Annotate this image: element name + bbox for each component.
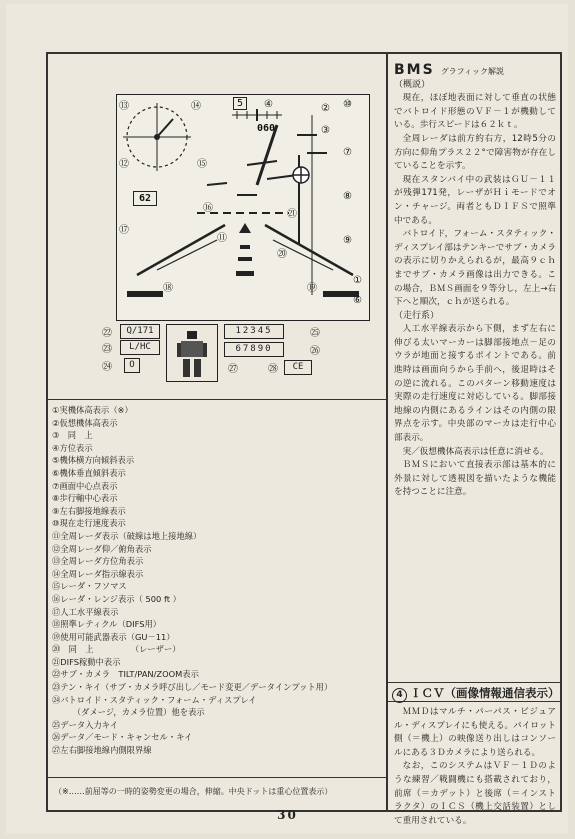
- tenkey-row-2[interactable]: 67890: [224, 342, 284, 357]
- legend-item: ⑨左右脚接地線表示: [52, 505, 126, 516]
- label-num-2: ②: [321, 103, 330, 114]
- legend-item: ⑥機体垂直傾斜表示: [52, 467, 126, 478]
- label-num-15: ⑮: [197, 159, 207, 170]
- weapon-laser-mode: L/HC: [120, 340, 160, 355]
- subcamera-window: [166, 324, 218, 382]
- legend-item: ⑧歩行軸中心表示: [52, 493, 118, 504]
- status-panel: [58, 324, 370, 388]
- paragraph: なお，このシステムはＶＦ－１Ｄのような練習／戦闘機にも搭載されており，前席（＝カデット）と後席（＝インストラクタ）のＩＣＳ（機上交話装置）として重用されている。: [394, 761, 556, 826]
- label-num-21: ㉑: [287, 209, 297, 220]
- label-num-17: ⑰: [119, 225, 129, 236]
- paragraph: バトロイド，フォーム・スタティック・ディスプレイ部はテンキーでサブ・カメラの表示に切りかえられるが，最高９ｃｈまでサブ・カメラ画像は出力できる。この場合，ＢＭＳ画面を９等分し，左上→右下へと順次，ｃｈが送られる。: [394, 229, 556, 308]
- label-num-12: ⑫: [119, 159, 129, 170]
- altitude-readout: 62: [133, 191, 157, 206]
- label-num-26: ㉖: [310, 346, 320, 357]
- legend-item: （ダメージ，カメラ位置）他を表示: [52, 707, 205, 718]
- legend-item: ⑰人工水平線表示: [52, 606, 119, 617]
- paragraph: 全周レーダは前方約右方，12時5分の方向に仰角プラス２２°で障害物が存在していることを示す。: [394, 133, 556, 172]
- legend-item: ⑩現在走行速度表示: [52, 518, 126, 529]
- legend-item: ㉓テン・キイ（サブ・カメラ呼び出し／モード変更／データインプット用）: [52, 682, 333, 693]
- label-num-16: ⑯: [203, 203, 213, 214]
- legend-item: ②仮想機体高表示: [52, 417, 118, 428]
- legend-item: ⑤機体横方向傾斜表示: [52, 455, 135, 466]
- page-number: 30: [277, 808, 298, 822]
- heading-tape: [232, 109, 282, 121]
- bms-section: [394, 64, 556, 500]
- legend-item: ㉖データ／モード・キャンセル・キイ: [52, 732, 193, 743]
- legend-item: ⑱照準レティクル（DIFS用）: [52, 619, 162, 630]
- legend-item: ㉒サブ・カメラ TILT/PAN/ZOOM表示: [52, 669, 199, 680]
- legend-item: ⑮レーダ・フソマス: [52, 581, 127, 592]
- label-num-20: ⑳: [277, 249, 287, 260]
- hud-figure: [48, 54, 386, 400]
- label-num-27: ㉗: [228, 364, 238, 375]
- icv-heading: [388, 682, 560, 702]
- legend-item: ㉔バトロイド・スタティック・フォーム・ディスプレイ: [52, 694, 257, 705]
- legend-item: ⑳ 同 上 （レーザー）: [52, 644, 181, 655]
- icv-title: ＩＣＶ（画像情報通信表示）: [410, 686, 560, 700]
- paragraph: ＭＭＤはマルチ・パーパス・ビジュアル・ディスプレイにも使える。パイロット側（＝機上）の映像送り出しはコンソールにある３Ｄカメラにより送られる。: [394, 707, 556, 758]
- label-num-25: ㉕: [310, 328, 320, 339]
- label-num-13: ⑬: [119, 101, 129, 112]
- legend-item: ⑯レーダ・レンジ表示（ 500 ft ）: [52, 593, 181, 604]
- label-num-1: ①: [353, 275, 362, 286]
- paragraph: 現在，ほぼ地表面に対して垂直の状態でバトロイド形態のＶＦ－１が機動している。歩行スピードは６２ｋｔ。: [394, 93, 556, 131]
- label-num-10: ⑩: [343, 99, 352, 110]
- label-num-11: ⑪: [217, 233, 227, 244]
- footnote: （※……前屈等の一時的姿勢変更の場合，伸縮。中央ドットは重心位置表示）: [48, 777, 386, 812]
- heading-readout: 060: [257, 123, 276, 134]
- right-column: [388, 54, 560, 826]
- leg-contact-lines: [127, 291, 359, 297]
- legend-item: ⑫全周レーダ仰／俯角表示: [52, 543, 152, 554]
- weapon-gu11-ammo: Q/171: [120, 324, 160, 339]
- walk-heading: （走行系）: [394, 310, 440, 321]
- label-num-3: ③: [321, 125, 330, 136]
- legend-item: ㉑DIFS稼動中表示: [52, 656, 121, 667]
- label-num-24: ㉔: [102, 362, 112, 373]
- legend-item: ④方位表示: [52, 442, 93, 453]
- paragraph: 人工水平線表示から下側，まず左右に伸びる太いマーカーは脚部接地点－足のウラが地面と接するポイントである。前進時は画面向うから手前へ，後退時はその逆に流れる。このパターン移動速度は実際の走行速度に対応している。脚部接地線の内側にあるラインはその内側の限界点を示す。中央部のマーカは走行中心部表示。: [394, 324, 556, 444]
- hud-tilt-indicator: 5: [233, 97, 247, 110]
- legend-item: ㉕データ入力キイ: [52, 719, 119, 730]
- tenkey-row-1[interactable]: 12345: [224, 324, 284, 339]
- legend-item: ⑬全周レーダ方位角表示: [52, 556, 144, 567]
- label-num-7: ⑦: [343, 147, 352, 158]
- document-page: [6, 4, 568, 834]
- bms-hud-display: [116, 94, 370, 321]
- label-num-9: ⑨: [343, 235, 352, 246]
- battroid-silhouette: [167, 325, 217, 381]
- altitude-scale: [257, 115, 312, 295]
- section-number: 4: [392, 688, 407, 703]
- section-title-text: BMS: [394, 62, 435, 78]
- label-num-22: ㉒: [102, 328, 112, 339]
- legend-list: [52, 404, 382, 757]
- label-num-19: ⑲: [307, 283, 317, 294]
- legend-item: ㉗左右脚接地線内側限界線: [52, 745, 152, 756]
- hud-graphics: [117, 95, 369, 320]
- section-title: [394, 64, 556, 79]
- label-num-23: ㉓: [102, 344, 112, 355]
- label-num-6: ⑥: [353, 295, 362, 306]
- overview-heading: （概説）: [394, 79, 431, 90]
- legend-item: ⑪全周レーダ表示（破線は地上接地線）: [52, 530, 202, 541]
- legend-item: ①実機体高表示（※）: [52, 405, 133, 415]
- left-column: [48, 54, 388, 810]
- legend-item: ③ 同 上: [52, 430, 93, 441]
- legend-item: ⑲使用可能武器表示（GU－11）: [52, 631, 175, 642]
- difs-indicator: O: [124, 358, 140, 373]
- label-num-18: ⑱: [163, 283, 173, 294]
- label-num-4: ④: [264, 99, 273, 110]
- legend-item: ⑦画面中心点表示: [52, 480, 118, 491]
- label-num-8: ⑧: [343, 191, 352, 202]
- center-walking-marker: [236, 223, 254, 276]
- paragraph: 実／仮想機体高表示は任意に消せる。: [402, 446, 549, 457]
- label-num-14: ⑭: [191, 101, 201, 112]
- paragraph: ＢＭＳにおいて直接表示部は基本的に外景に対して透視図を描いたような機能を持つことに注意。: [394, 460, 556, 498]
- radar-circle: [123, 103, 191, 171]
- paragraph: 現在スタンバイ中の武装はＧＵ－１１が残弾171発，レーザがＨｉモードでオン・チャージ。両者ともＤＩＦＳで照準中である。: [394, 174, 556, 226]
- label-num-28: ㉘: [268, 364, 278, 375]
- section-subtitle: グラフィック解説: [440, 67, 505, 76]
- cancel-enter-keys[interactable]: CE: [284, 360, 312, 375]
- legend-item: ⑭全周レーダ指示線表示: [52, 568, 144, 579]
